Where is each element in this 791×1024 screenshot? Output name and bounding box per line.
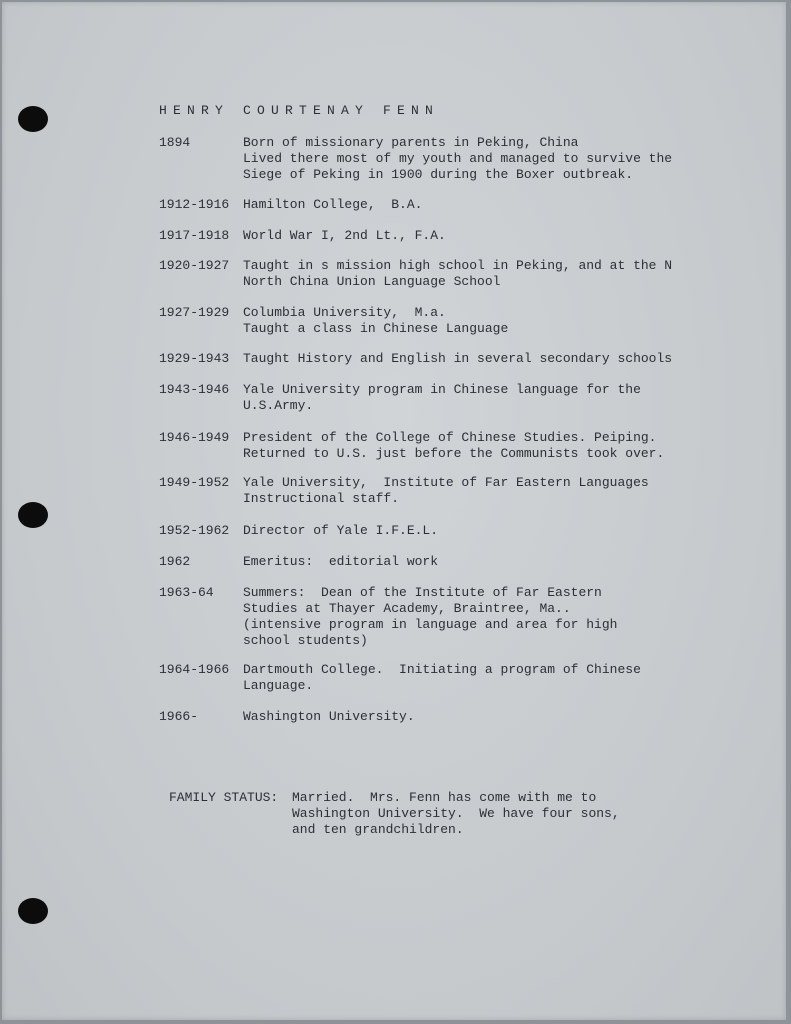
entry-line: Instructional staff. xyxy=(243,491,400,506)
entry-year: 1952-1962 xyxy=(159,523,230,538)
entry-line: Emeritus: editorial work xyxy=(243,554,439,569)
punch-hole-top xyxy=(18,106,48,132)
entry-year: 1946-1949 xyxy=(159,430,230,445)
entry-line: Summers: Dean of the Institute of Far Eastern xyxy=(243,585,602,600)
entry-line: Born of missionary parents in Peking, China xyxy=(243,135,579,150)
entry-description xyxy=(243,197,703,213)
entry-line: Taught History and English in several secondary schools xyxy=(243,351,673,366)
entry-line: Hamilton College, B.A. xyxy=(243,197,423,212)
punch-hole-bottom xyxy=(18,898,48,924)
family-line: Washington University. We have four sons, xyxy=(292,806,620,821)
entry-line: Language. xyxy=(243,678,314,693)
entry-line: Taught a class in Chinese Language xyxy=(243,321,509,336)
document-title: HENRY COURTENAY FENN xyxy=(159,103,440,118)
entry-year: 1894 xyxy=(159,135,191,150)
bleed-through-mark xyxy=(347,729,359,762)
entry-description xyxy=(243,523,703,539)
family-line: Married. Mrs. Fenn has come with me to xyxy=(292,790,597,805)
entry-description xyxy=(243,475,703,507)
entry-description xyxy=(243,709,703,725)
entry-line: Taught in s mission high school in Peking, and at the N xyxy=(243,258,673,273)
entry-year: 1966- xyxy=(159,709,199,724)
entry-description xyxy=(243,382,703,414)
entry-description xyxy=(243,135,703,183)
entry-line: North China Union Language School xyxy=(243,274,501,289)
entry-year: 1920-1927 xyxy=(159,258,230,273)
family-line: and ten grandchildren. xyxy=(292,822,464,837)
punch-hole-middle xyxy=(18,502,48,528)
entry-line: Director of Yale I.F.E.L. xyxy=(243,523,439,538)
entry-year: 1917-1918 xyxy=(159,228,230,243)
entry-line: Studies at Thayer Academy, Braintree, Ma.. xyxy=(243,601,571,616)
entry-line: Yale University program in Chinese language for the xyxy=(243,382,641,397)
entry-line: Lived there most of my youth and managed to survive the xyxy=(243,151,673,166)
entry-line: Siege of Peking in 1900 during the Boxer outbreak. xyxy=(243,167,634,182)
entry-year: 1927-1929 xyxy=(159,305,230,320)
entry-line: Yale University, Institute of Far Eastern Languages xyxy=(243,475,649,490)
entry-year: 1949-1952 xyxy=(159,475,230,490)
entry-line: school students) xyxy=(243,633,368,648)
document-page xyxy=(2,2,786,1020)
family-status-label: FAMILY STATUS: xyxy=(169,790,279,805)
entry-description xyxy=(243,662,703,694)
entry-line: Returned to U.S. just before the Communists took over. xyxy=(243,446,665,461)
entry-description xyxy=(243,305,703,337)
entry-year: 1943-1946 xyxy=(159,382,230,397)
family-status-text xyxy=(292,790,652,838)
entry-year: 1964-1966 xyxy=(159,662,230,677)
entry-description xyxy=(243,585,703,649)
entry-year: 1962 xyxy=(159,554,191,569)
entry-description xyxy=(243,258,703,290)
entry-year: 1963-64 xyxy=(159,585,214,600)
entry-year: 1912-1916 xyxy=(159,197,230,212)
entry-description xyxy=(243,554,703,570)
entry-line: (intensive program in language and area for high xyxy=(243,617,618,632)
entry-line: Columbia University, M.a. xyxy=(243,305,446,320)
entry-description xyxy=(243,430,703,462)
entry-line: President of the College of Chinese Studies. Peiping. xyxy=(243,430,657,445)
entry-description xyxy=(243,228,703,244)
entry-line: U.S.Army. xyxy=(243,398,314,413)
entry-line: Washington University. xyxy=(243,709,415,724)
entry-year: 1929-1943 xyxy=(159,351,230,366)
entry-line: World War I, 2nd Lt., F.A. xyxy=(243,228,446,243)
entry-line: Dartmouth College. Initiating a program of Chinese xyxy=(243,662,641,677)
entry-description xyxy=(243,351,703,367)
